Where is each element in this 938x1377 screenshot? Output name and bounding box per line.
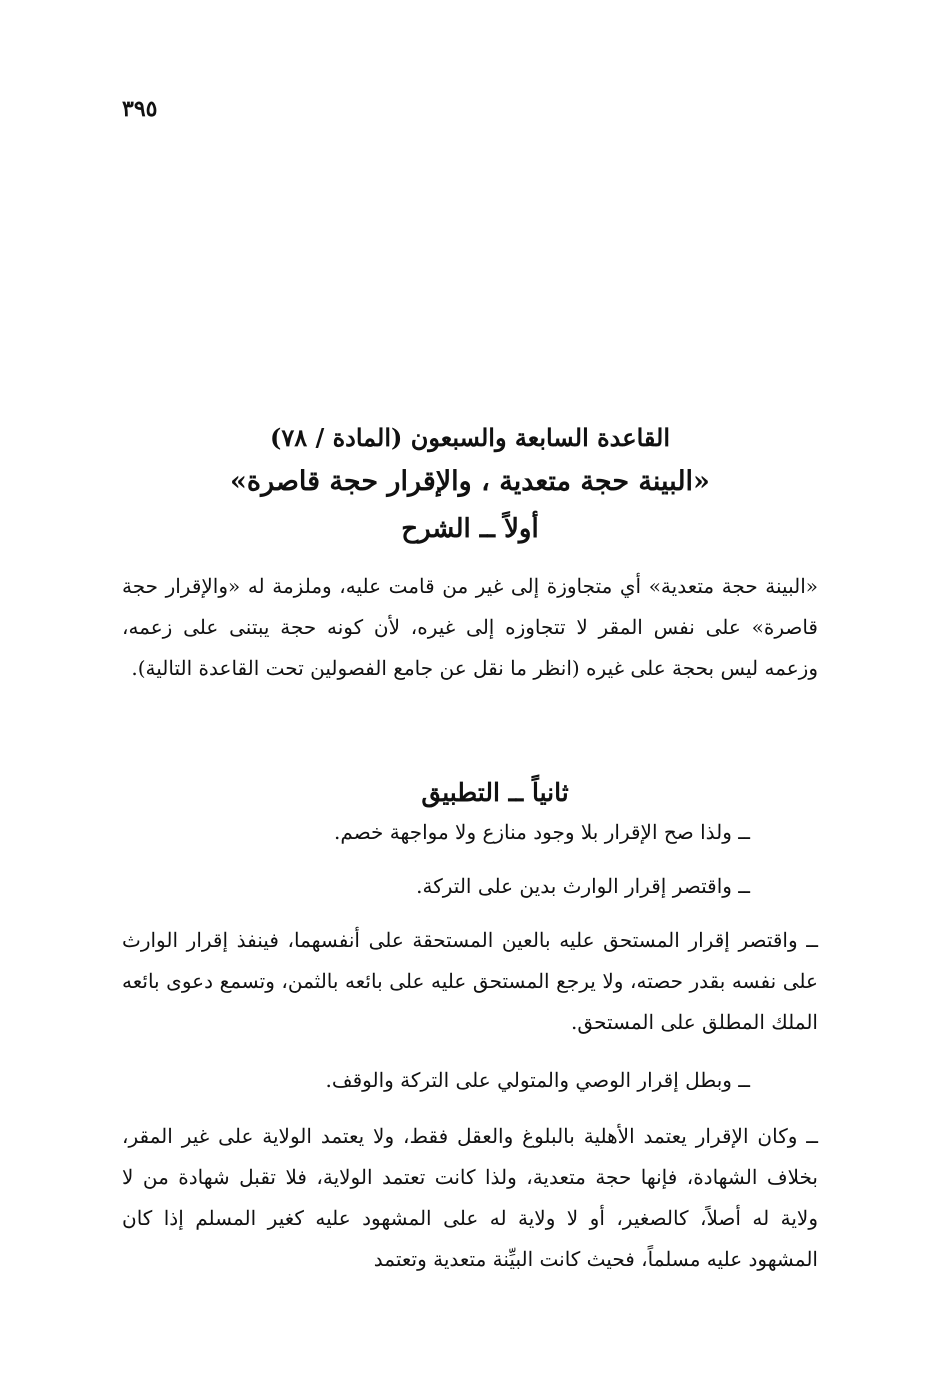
explanation-heading: أولاً ــ الشرح <box>401 514 539 544</box>
application-item: ــ وكان الإقرار يعتمد الأهلية بالبلوغ والعقل فقط، ولا يعتمد الولاية على غير المقر، بخلاف الشهادة، فإنها حجة متعدية، ولذا كانت تعتمد الولاية، فلا تقبل شهادة من لا ولاية له أصلاً، كالصغير، أو لا ولاية له على المشهود عليه كغير المسلم إذا كان المشهود عليه مسلماً، فحيث كانت البيِّنة متعدية وتعتمد <box>122 1124 818 1271</box>
application-heading: ثانياً ــ التطبيق <box>421 778 569 807</box>
application-item: ــ واقتصر إقرار المستحق عليه بالعين المستحقة على أنفسهما، فينفذ إقرار الوارث على نفسه بقدر حصته، ولا يرجع المستحق عليه على بائعه بالثمن، وتسمع دعوى بائعه الملك المطلق على المستحق. <box>122 928 818 1034</box>
rule-header <box>122 418 818 552</box>
rule-text: «البينة حجة متعدية ، والإقرار حجة قاصرة» <box>230 466 710 497</box>
application-item: ــ ولذا صح الإقرار بلا وجود منازع ولا مواجهة خصم. <box>334 820 750 844</box>
application-item: ــ واقتصر إقرار الوارث بدين على التركة. <box>416 874 750 898</box>
rule-title: القاعدة السابعة والسبعون (المادة / ٧٨) <box>269 423 671 452</box>
explanation-paragraph: «البينة حجة متعدية» أي متجاوزة إلى غير من قامت عليه، وملزمة له «والإقرار حجة قاصرة» على نفس المقر لا تتجاوزه إلى غيره، لأن كونه حجة يبتنى على زعمه، وزعمه ليس بحجة على غيره (انظر ما نقل عن جامع الفصولين تحت القاعدة التالية). <box>122 574 818 680</box>
page-number: ٣٩٥ <box>122 96 158 122</box>
application-item: ــ وبطل إقرار الوصي والمتولي على التركة والوقف. <box>325 1068 750 1092</box>
